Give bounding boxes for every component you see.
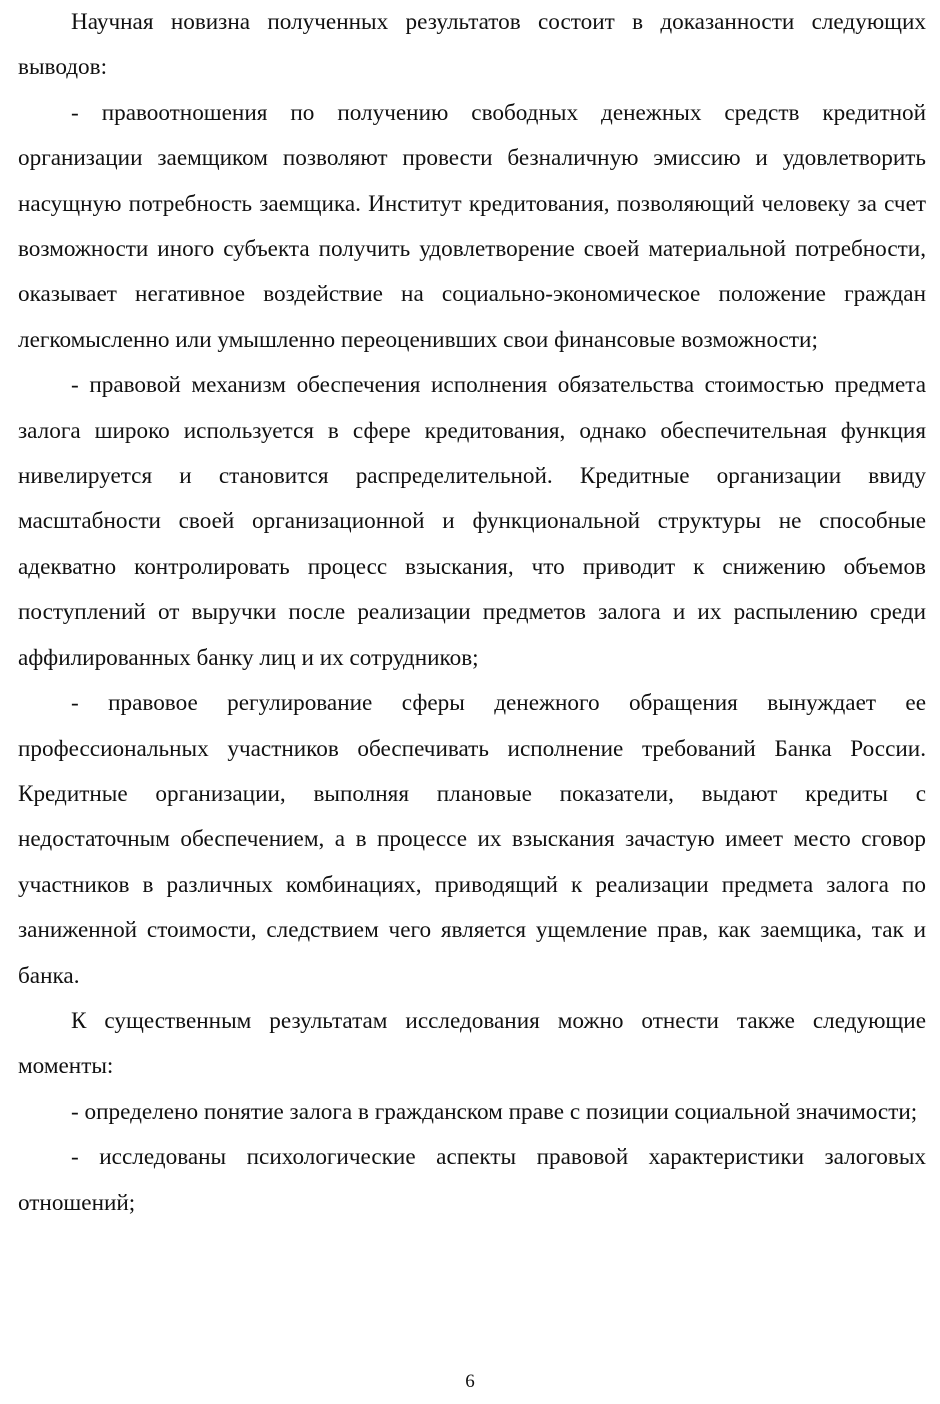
- page-number: 6: [465, 1371, 475, 1392]
- paragraph-credit-relations: - правоотношения по получению свободных денежных средств кредитной организации заемщиком позволяют провести безналичную эмиссию и удовлетворить насущную потребность заемщика. Институт кредитования, позволяющий человеку за счет возможности иного субъекта получить удовлетворение своей материальной потребности, оказывает негативное воздействие на социально-экономическое положение граждан легкомысленно или умышленно переоценивших свои финансовые возможности;: [18, 99, 926, 353]
- paragraph-psychological-aspects: - исследованы психологические аспекты правовой характеристики залоговых отношений;: [18, 1144, 926, 1216]
- paragraph-scientific-novelty: Научная новизна полученных результатов состоит в доказанности следующих выводов:: [18, 9, 926, 81]
- paragraph-significant-results: К существенным результатам исследования можно отнести также следующие моменты:: [18, 1007, 926, 1080]
- paragraph-collateral-mechanism: - правовой механизм обеспечения исполнения обязательства стоимостью предмета залога широко используется в сфере кредитования, однако обеспечительная функция нивелируется и становится распределительной. Кредитные организации ввиду масштабности своей организационной и функциональной структуры не способные адекватно контролировать процесс взыскания, что приводит к снижению объемов поступлений от выручки после реализации предметов залога и их распылению среди аффилированных банку лиц и их сотрудников;: [18, 372, 926, 671]
- paragraph-pledge-concept: - определено понятие залога в гражданском праве с позиции социальной значимости;: [71, 1098, 918, 1125]
- paragraph-monetary-regulation: - правовое регулирование сферы денежного обращения вынуждает ее профессиональных участников обеспечивать исполнение требований Банка России. Кредитные организации, выполняя плановые показатели, выдают кредиты с недостаточным обеспечением, а в процессе их взыскания зачастую имеет место сговор участников в различных комбинациях, приводящий к реализации предмета залога по заниженной стоимости, следствием чего является ущемление прав, как заемщика, так и банка.: [18, 690, 926, 989]
- body-text: [18, 0, 926, 1226]
